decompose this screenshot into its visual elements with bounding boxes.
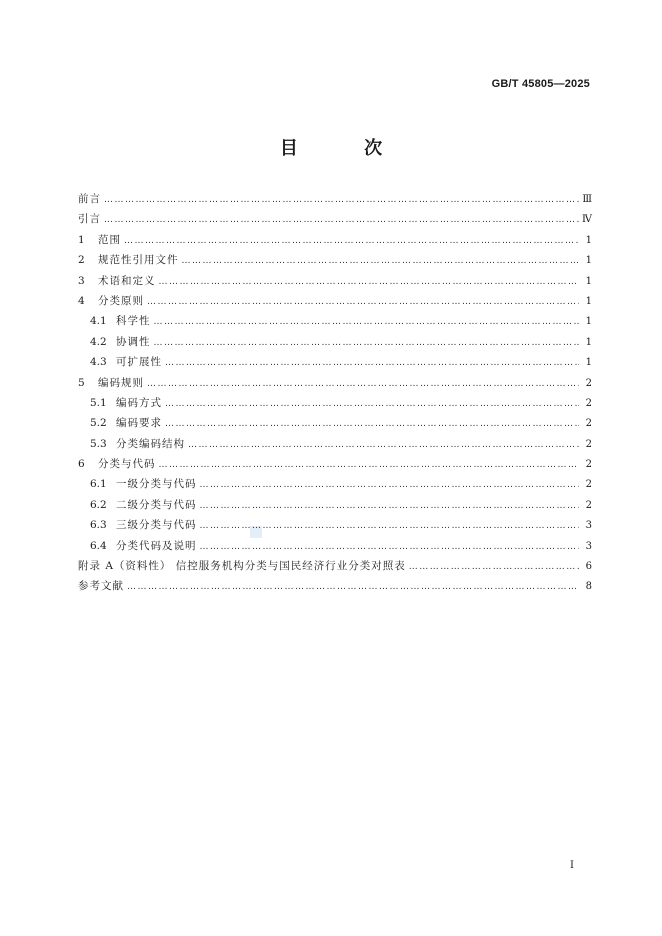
toc-leader-dots [159, 460, 580, 470]
toc-entry-page: 2 [585, 418, 592, 430]
toc-entry-number: 4.3 [90, 356, 107, 369]
toc-entry-page: 2 [585, 438, 592, 450]
toc-entry-label: 分类与代码 [98, 458, 156, 471]
table-of-contents [78, 191, 592, 599]
toc-entry-label: 分类代码及说明 [116, 539, 197, 552]
toc-entry-page: Ⅲ [582, 194, 592, 205]
toc-entry-page: 1 [585, 295, 592, 307]
toc-entry-number: 4 [78, 294, 85, 307]
toc-entry-number: 6.3 [90, 519, 107, 532]
toc-leader-dots [165, 358, 579, 368]
toc-leader-dots [200, 501, 580, 511]
toc-entry-number: 5 [78, 376, 85, 389]
toc-entry-label: 编码要求 [116, 417, 162, 430]
toc-entry-label: 可扩展性 [116, 356, 162, 369]
toc-entry[interactable] [78, 395, 592, 415]
toc-entry[interactable] [78, 476, 592, 496]
toc-entry-page: 1 [585, 357, 592, 369]
toc-leader-dots [200, 521, 580, 531]
toc-entry-page: 3 [585, 520, 592, 532]
toc-leader-dots [188, 440, 579, 450]
toc-entry-number: 2 [78, 254, 85, 267]
toc-entry-page: 2 [585, 459, 592, 471]
standard-code: GB/T 45805—2025 [491, 78, 590, 90]
toc-entry[interactable] [78, 232, 592, 252]
toc-entry-label: 规范性引用文件 [98, 254, 179, 267]
toc-entry-label: 范围 [98, 233, 121, 246]
toc-entry[interactable] [78, 354, 592, 374]
toc-entry-label: 分类原则 [98, 294, 144, 307]
toc-entry-page: 1 [585, 316, 592, 328]
toc-leader-dots [165, 399, 579, 409]
toc-entry-label: 参考文献 [78, 580, 124, 593]
toc-entry[interactable] [78, 293, 592, 313]
toc-leader-dots [182, 256, 580, 266]
toc-entry-label: 二级分类与代码 [116, 498, 197, 511]
toc-entry-label: 编码方式 [116, 396, 162, 409]
toc-entry-page: 2 [585, 397, 592, 409]
toc-entry-number: 5.3 [90, 437, 107, 450]
toc-entry-page: 6 [585, 561, 592, 573]
toc-entry[interactable] [78, 415, 592, 435]
toc-entry-label: 协调性 [116, 335, 151, 348]
toc-entry-page: 2 [585, 479, 592, 491]
toc-leader-dots [147, 379, 579, 389]
toc-entry-page: 2 [585, 377, 592, 389]
toc-entry[interactable] [78, 558, 592, 578]
toc-entry-number: 6.4 [90, 539, 107, 552]
toc-entry-number: 4.2 [90, 335, 107, 348]
toc-entry[interactable] [78, 273, 592, 293]
toc-entry-label: 三级分类与代码 [116, 519, 197, 532]
toc-leader-dots [147, 297, 579, 307]
toc-leader-dots [124, 236, 579, 246]
toc-leader-dots [104, 215, 579, 225]
toc-entry-label: 一级分类与代码 [116, 478, 197, 491]
toc-entry[interactable] [78, 375, 592, 395]
toc-entry-page: 1 [585, 255, 592, 267]
toc-entry-label: 分类编码结构 [116, 437, 185, 450]
toc-leader-dots [200, 480, 580, 490]
toc-entry-number: 5.2 [90, 417, 107, 430]
page-number: I [570, 860, 574, 871]
toc-leader-dots [409, 562, 579, 572]
toc-entry-page: Ⅳ [582, 214, 592, 226]
toc-entry[interactable] [78, 578, 592, 598]
toc-entry-label: 科学性 [116, 315, 151, 328]
toc-entry-page: 1 [585, 234, 592, 246]
toc-entry[interactable] [78, 252, 592, 272]
toc-entry-page: 2 [585, 499, 592, 511]
toc-entry-number: 5.1 [90, 396, 107, 409]
toc-entry-number: 1 [78, 233, 85, 246]
toc-entry-label: 前言 [78, 193, 101, 205]
toc-entry-label: 附录 A（资料性） 信控服务机构分类与国民经济行业分类对照表 [78, 560, 406, 573]
toc-leader-dots [154, 338, 580, 348]
toc-entry-page: 8 [585, 581, 592, 593]
toc-leader-dots [104, 195, 579, 205]
toc-entry-number: 4.1 [90, 315, 107, 328]
toc-entry-label: 术语和定义 [98, 274, 156, 287]
toc-entry-page: 1 [585, 336, 592, 348]
toc-entry[interactable] [78, 191, 592, 211]
toc-entry-page: 3 [585, 540, 592, 552]
toc-entry[interactable] [78, 497, 592, 517]
toc-entry[interactable] [78, 436, 592, 456]
toc-entry-number: 6.2 [90, 498, 107, 511]
toc-entry-label: 引言 [78, 213, 101, 226]
toc-leader-dots [200, 542, 580, 552]
toc-entry[interactable] [78, 334, 592, 354]
toc-entry[interactable] [78, 211, 592, 231]
toc-leader-dots [165, 419, 579, 429]
toc-entry-number: 6.1 [90, 478, 107, 491]
toc-entry-page: 1 [585, 275, 592, 287]
toc-leader-dots [159, 277, 580, 287]
toc-entry[interactable] [78, 313, 592, 333]
toc-entry-label: 编码规则 [98, 376, 144, 389]
toc-entry[interactable] [78, 456, 592, 476]
toc-entry[interactable] [78, 538, 592, 558]
page-title: 目 次 [279, 138, 413, 159]
toc-leader-dots [127, 582, 579, 592]
toc-entry-number: 6 [78, 458, 85, 471]
toc-entry-number: 3 [78, 274, 85, 287]
toc-leader-dots [154, 317, 580, 327]
toc-entry[interactable] [78, 517, 592, 537]
